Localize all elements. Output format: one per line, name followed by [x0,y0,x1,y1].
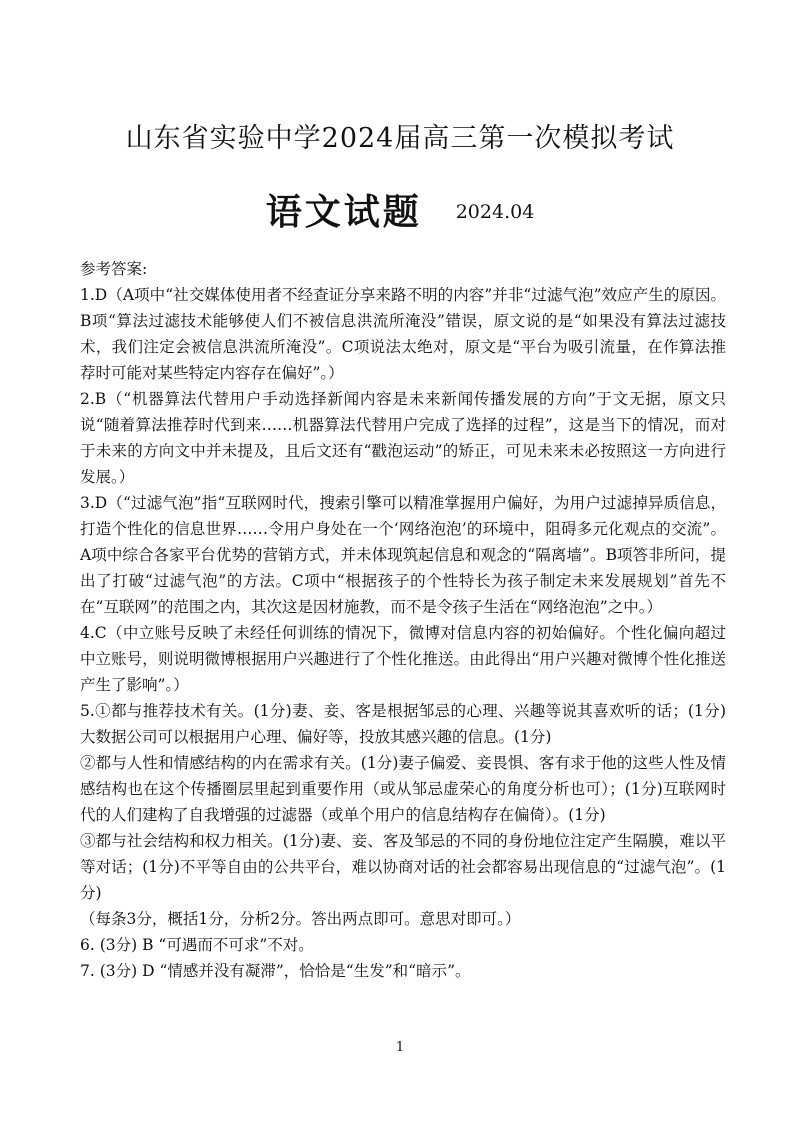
exam-title: 山东省实验中学2024届高三第一次模拟考试 [125,123,675,154]
subject-title: 语文试题 [265,191,422,233]
answer-paragraph: ②都与人性和情感结构的内在需求有关。(1分)妻子偏爱、妾畏惧、客有求于他的这些人性及情感结构也在这个传播圈层里起到重要作用（或从邹忌虚荣心的角度分析也可）；(1分)互联网时代的人们建构了自我增强的过滤器（或单个用户的信息结构存在偏倚）。(1分) [80,754,726,824]
section-label: 参考答案: [80,260,148,278]
answer-paragraph: 7. (3分) D “情感并没有凝滞”，恰恰是“生发”和“暗示”。 [80,962,471,980]
answer-paragraph: 5.①都与推荐技术有关。(1分)妻、妾、客是根据邹忌的心理、兴趣等说其喜欢听的话；(1分)大数据公司可以根据用户心理、偏好等，投放其感兴趣的信息。(1分) [80,702,726,746]
page-number: 1 [395,1040,405,1055]
answer-paragraph: 1.D（A项中“社交媒体使用者不经查证分享来路不明的内容”并非“过滤气泡”效应产生的原因。B项“算法过滤技术能够使人们不被信息洪流所淹没”错误，原文说的是“如果没有算法过滤技术，我们注定会被信息洪流所淹没”。C项说法太绝对，原文是“平台为吸引流量，在作算法推荐时可能对某些特定内容存在偏好”。） [80,286,726,382]
answer-paragraph: ③都与社会结构和权力相关。(1分)妻、妾、客及邹忌的不同的身份地位注定产生隔膜，难以平等对话；(1分)不平等自由的公共平台，难以协商对话的社会都容易出现信息的“过滤气泡”。(1分) [80,832,726,902]
answer-paragraph: 4.C（中立账号反映了未经任何训练的情况下，微博对信息内容的初始偏好。个性化偏向超过中立账号，则说明微博根据用户兴趣进行了个性化推送。由此得出“用户兴趣对微博个性化推送产生了影响”。） [80,624,726,694]
answer-paragraph: 6. (3分) B “可遇而不可求”不对。 [80,936,314,954]
exam-date: 2024.04 [455,201,535,223]
answer-content [80,256,726,984]
answer-paragraph: 3.D（“过滤气泡”指“互联网时代，搜索引擎可以精准掌握用户偏好，为用户过滤掉异质信息，打造个性化的信息世界……令用户身处在一个‘网络泡泡’的环境中，阻碍多元化观点的交流”。A项中综合各家平台优势的营销方式，并未体现筑起信息和观念的“隔离墙”。B项答非所问，提出了打破“过滤气泡”的方法。C项中“根据孩子的个性特长为孩子制定未来发展规划”首先不在“互联网”的范围之内，其次这是因材施教，而不是令孩子生活在“网络泡泡”之中。） [80,494,726,616]
scoring-note: （每条3分，概括1分，分析2分。答出两点即可。意思对即可。） [80,910,521,928]
subject-line [0,184,800,235]
answer-paragraph: 2.B（“机器算法代替用户手动选择新闻内容是未来新闻传播发展的方向”于文无据，原文只说“随着算法推荐时代到来……机器算法代替用户完成了选择的过程”，这是当下的情况，而对于未来的方向文中并未提及，且后文还有“戳泡运动”的矫正，可见未来未必按照这一方向进行发展。） [80,390,726,486]
